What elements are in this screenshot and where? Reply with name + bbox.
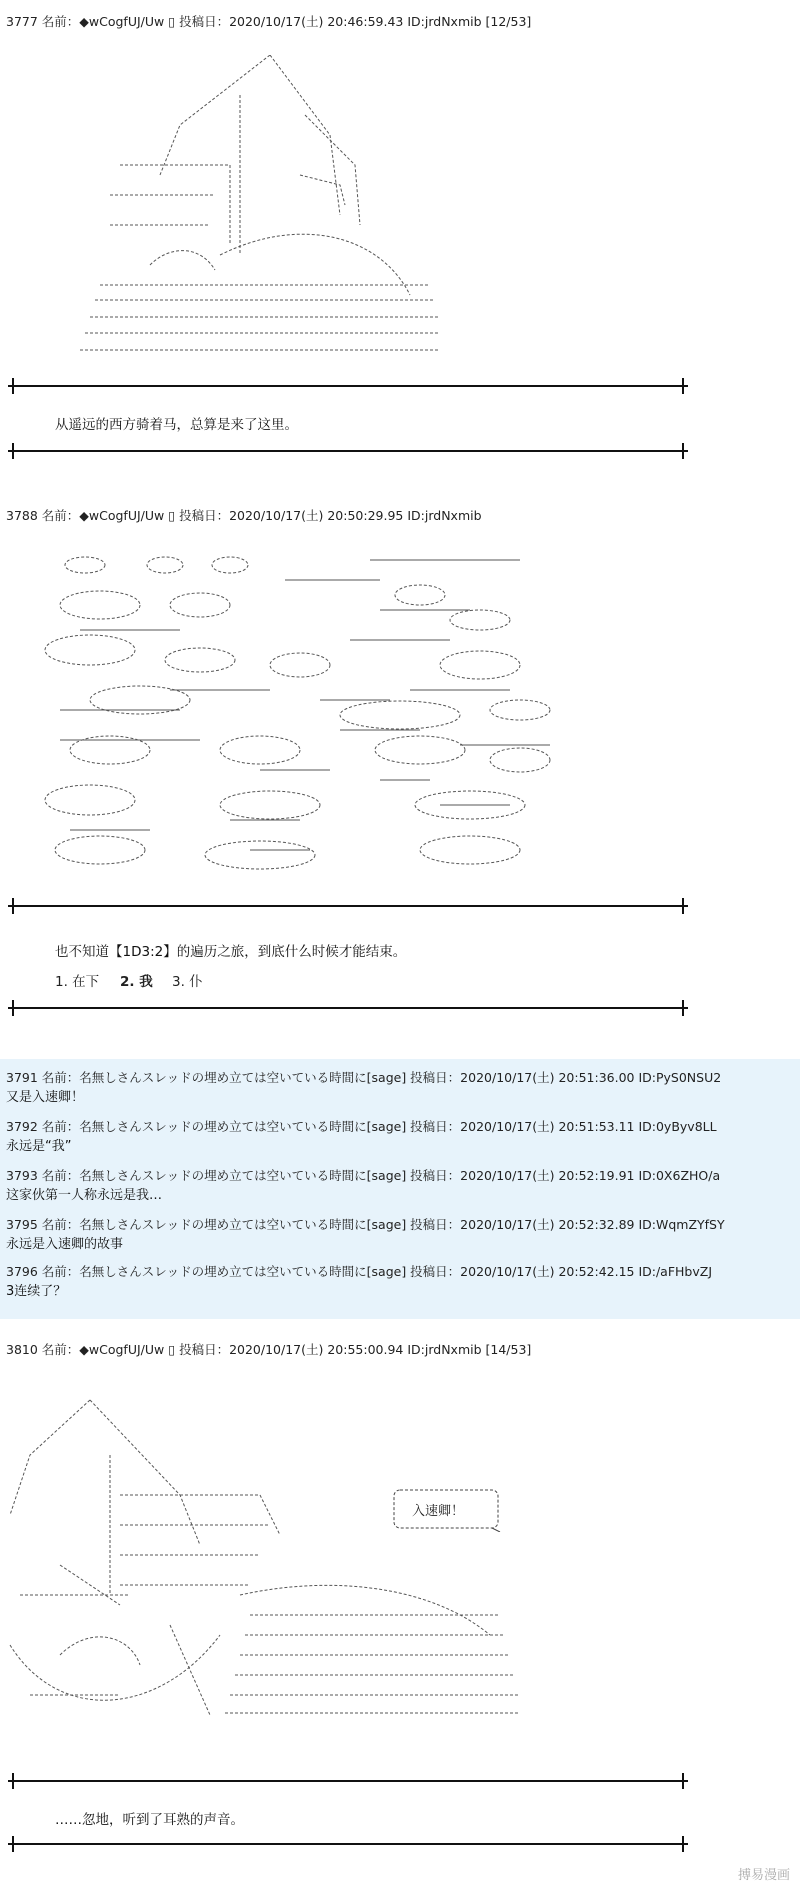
reply-body-3791: 又是入速卿！ <box>6 1090 85 1105</box>
reply-body-3795: 永远是入速卿的故事 <box>6 1237 124 1252</box>
post-header-3810: 3810 名前：◆wCogfUJ/Uw ▯ 投稿日：2020/10/17(土) 20:55:00.94 ID:jrdNxmib [14/53] <box>6 1342 532 1357</box>
choice-2: 2. 我 <box>120 974 153 990</box>
ascii-art-smoke-clouds <box>0 550 800 890</box>
reply-body-3792: 永远是“我” <box>6 1139 72 1154</box>
choice-1: 1. 在下 <box>55 974 100 990</box>
separator-1 <box>8 385 688 387</box>
ascii-art-castle-rider <box>0 55 800 375</box>
post-header-3788: 3788 名前：◆wCogfUJ/Uw ▯ 投稿日：2020/10/17(土) 20:50:29.95 ID:jrdNxmib <box>6 508 482 523</box>
reply-header-3791: 3791 名前：名無しさんスレッドの埋め立ては空いている時間に[sage] 投稿日：2020/10/17(土) 20:51:36.00 ID:PyS0NSU2 <box>6 1070 722 1085</box>
post-header-3777: 3777 名前：◆wCogfUJ/Uw ▯ 投稿日：2020/10/17(土) 20:46:59.43 ID:jrdNxmib [12/53] <box>6 14 532 29</box>
separator-2 <box>8 450 688 452</box>
reply-body-3793: 这家伙第一人称永远是我… <box>6 1188 163 1203</box>
post-caption-3810: ……忽地，听到了耳熟的声音。 <box>55 1812 244 1828</box>
reply-header-3793: 3793 名前：名無しさんスレッドの埋め立ては空いている時間に[sage] 投稿日：2020/10/17(土) 20:52:19.91 ID:0X6ZHO/a <box>6 1168 721 1183</box>
reply-body-3796: 3连续了？ <box>6 1284 67 1299</box>
ascii-art-rider-closeup <box>0 1395 800 1725</box>
reply-header-3796: 3796 名前：名無しさんスレッドの埋め立ては空いている時間に[sage] 投稿日：2020/10/17(土) 20:52:42.15 ID:/aFHbvZJ <box>6 1264 713 1279</box>
separator-5 <box>8 1780 688 1782</box>
watermark: 搏易漫画 <box>737 1868 790 1883</box>
reply-header-3792: 3792 名前：名無しさんスレッドの埋め立ては空いている時間に[sage] 投稿日：2020/10/17(土) 20:51:53.11 ID:0yByv8LL <box>6 1119 717 1134</box>
post-caption-3788: 也不知道【1D3:2】的遍历之旅，到底什么时候才能结束。 <box>55 944 407 960</box>
speech-bubble-text: 入速卿！ <box>412 1504 465 1519</box>
choice-3: 3. 仆 <box>172 974 203 990</box>
reply-header-3795: 3795 名前：名無しさんスレッドの埋め立ては空いている時間に[sage] 投稿日：2020/10/17(土) 20:52:32.89 ID:WqmZYfSY <box>6 1217 725 1232</box>
post-caption-3777: 从遥远的西方骑着马，总算是来了这里。 <box>55 417 298 433</box>
separator-3 <box>8 905 688 907</box>
separator-4 <box>8 1007 688 1009</box>
separator-6 <box>8 1843 688 1845</box>
